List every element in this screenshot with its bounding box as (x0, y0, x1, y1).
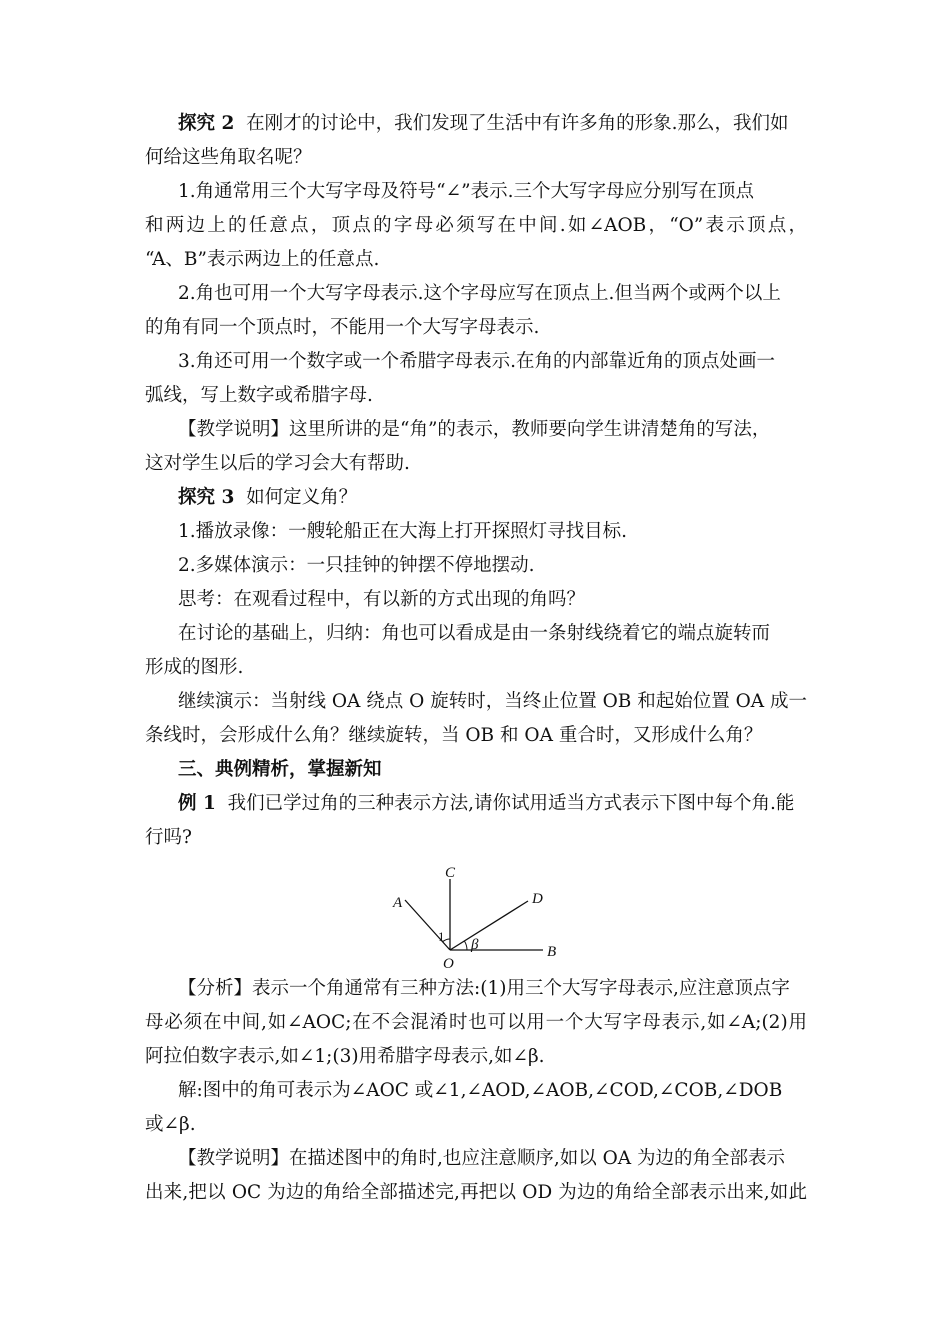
explore2-item1-line2: 和两边上的任意点，顶点的字母必须写在中间.如∠AOB，“O”表示顶点， (145, 215, 807, 236)
explore2-intro: 在刚才的讨论中，我们发现了生活中有许多角的形象.那么，我们如 (246, 113, 789, 134)
label-d: D (532, 891, 543, 907)
explore3-summary-line2: 形成的图形. (145, 657, 244, 678)
explore2-item1-line3: “A、B”表示两边上的任意点. (145, 249, 380, 270)
example1-line2: 行吗? (145, 827, 192, 848)
explore2-item3-line2: 弧线，写上数字或希腊字母. (145, 385, 373, 406)
label-b: B (547, 944, 557, 960)
analysis-line3: 阿拉伯数字表示,如∠1;(3)用希腊字母表示,如∠β. (145, 1046, 545, 1067)
explore3-summary-line1: 在讨论的基础上，归纳：角也可以看成是由一条射线绕着它的端点旋转而 (178, 623, 771, 644)
explore3-item1: 1.播放录像：一艘轮船正在大海上打开探照灯寻找目标. (178, 521, 628, 542)
explore3-think: 思考：在观看过程中，有以新的方式出现的角吗？ (178, 589, 586, 610)
explore2-item2-line2: 的角有同一个顶点时，不能用一个大写字母表示. (145, 317, 540, 338)
section3-heading: 三、典例精析，掌握新知 (178, 759, 382, 780)
ray-od (450, 901, 528, 950)
explore2-note-line1: 【教学说明】这里所讲的是“角”的表示，教师要向学生讲清楚角的写法， (178, 419, 771, 440)
explore3-demo-line2: 条线时，会形成什么角？继续旋转，当 OB 和 OA 重合时，又形成什么角？ (145, 725, 763, 746)
example1-text: 我们已学过角的三种表示方法,请你试用适当方式表示下图中每个角.能 (227, 793, 795, 814)
analysis-line1: 【分析】表示一个角通常有三种方法:(1)用三个大写字母表示,应注意顶点字 (178, 978, 790, 999)
example-note-line1: 【教学说明】在描述图中的角时,也应注意顺序,如以 OA 为边的角全部表示 (178, 1148, 786, 1169)
explore2-line2: 何给这些角取名呢？ (145, 147, 312, 168)
label-angle-1: 1 (438, 929, 445, 944)
angle-diagram (388, 865, 568, 975)
explore3-heading: 探究 3 (178, 487, 235, 508)
label-beta: β (471, 937, 479, 953)
label-o: O (443, 956, 454, 972)
explore2-note-line2: 这对学生以后的学习会大有帮助. (145, 453, 410, 474)
explore2-item1-line1: 1.角通常用三个大写字母及符号“∠”表示.三个大写字母应分别写在顶点 (178, 181, 754, 202)
explore3-demo-line1: 继续演示：当射线 OA 绕点 O 旋转时，当终止位置 OB 和起始位置 OA 成一 (178, 691, 808, 712)
explore2-heading: 探究 2 (178, 113, 235, 134)
example-note-line2: 出来,把以 OC 为边的角给全部描述完,再把以 OD 为边的角给全部表示出来,如此 (145, 1182, 807, 1203)
explore2-item2-line1: 2.角也可用一个大写字母表示.这个字母应写在顶点上.但当两个或两个以上 (178, 283, 781, 304)
example1-line1 (178, 788, 794, 820)
explore3-question: 如何定义角？ (246, 487, 358, 508)
solution-line2: 或∠β. (145, 1114, 196, 1135)
explore2-line1 (178, 108, 788, 140)
explore3-line1 (178, 482, 357, 514)
label-a: A (393, 895, 403, 911)
arc-angle-beta (464, 941, 467, 950)
analysis-line2: 母必须在中间,如∠AOC;在不会混淆时也可以用一个大写字母表示,如∠A;(2)用 (145, 1012, 807, 1033)
angle-figure (388, 865, 568, 975)
example1-label: 例 1 (178, 793, 216, 814)
explore3-item2: 2.多媒体演示：一只挂钟的钟摆不停地摆动. (178, 555, 535, 576)
label-c: C (445, 865, 456, 881)
solution-line1: 解:图中的角可表示为∠AOC 或∠1,∠AOD,∠AOB,∠COD,∠COB,∠DOB (178, 1080, 783, 1101)
explore2-item3-line1: 3.角还可用一个数字或一个希腊字母表示.在角的内部靠近角的顶点处画一 (178, 351, 776, 372)
